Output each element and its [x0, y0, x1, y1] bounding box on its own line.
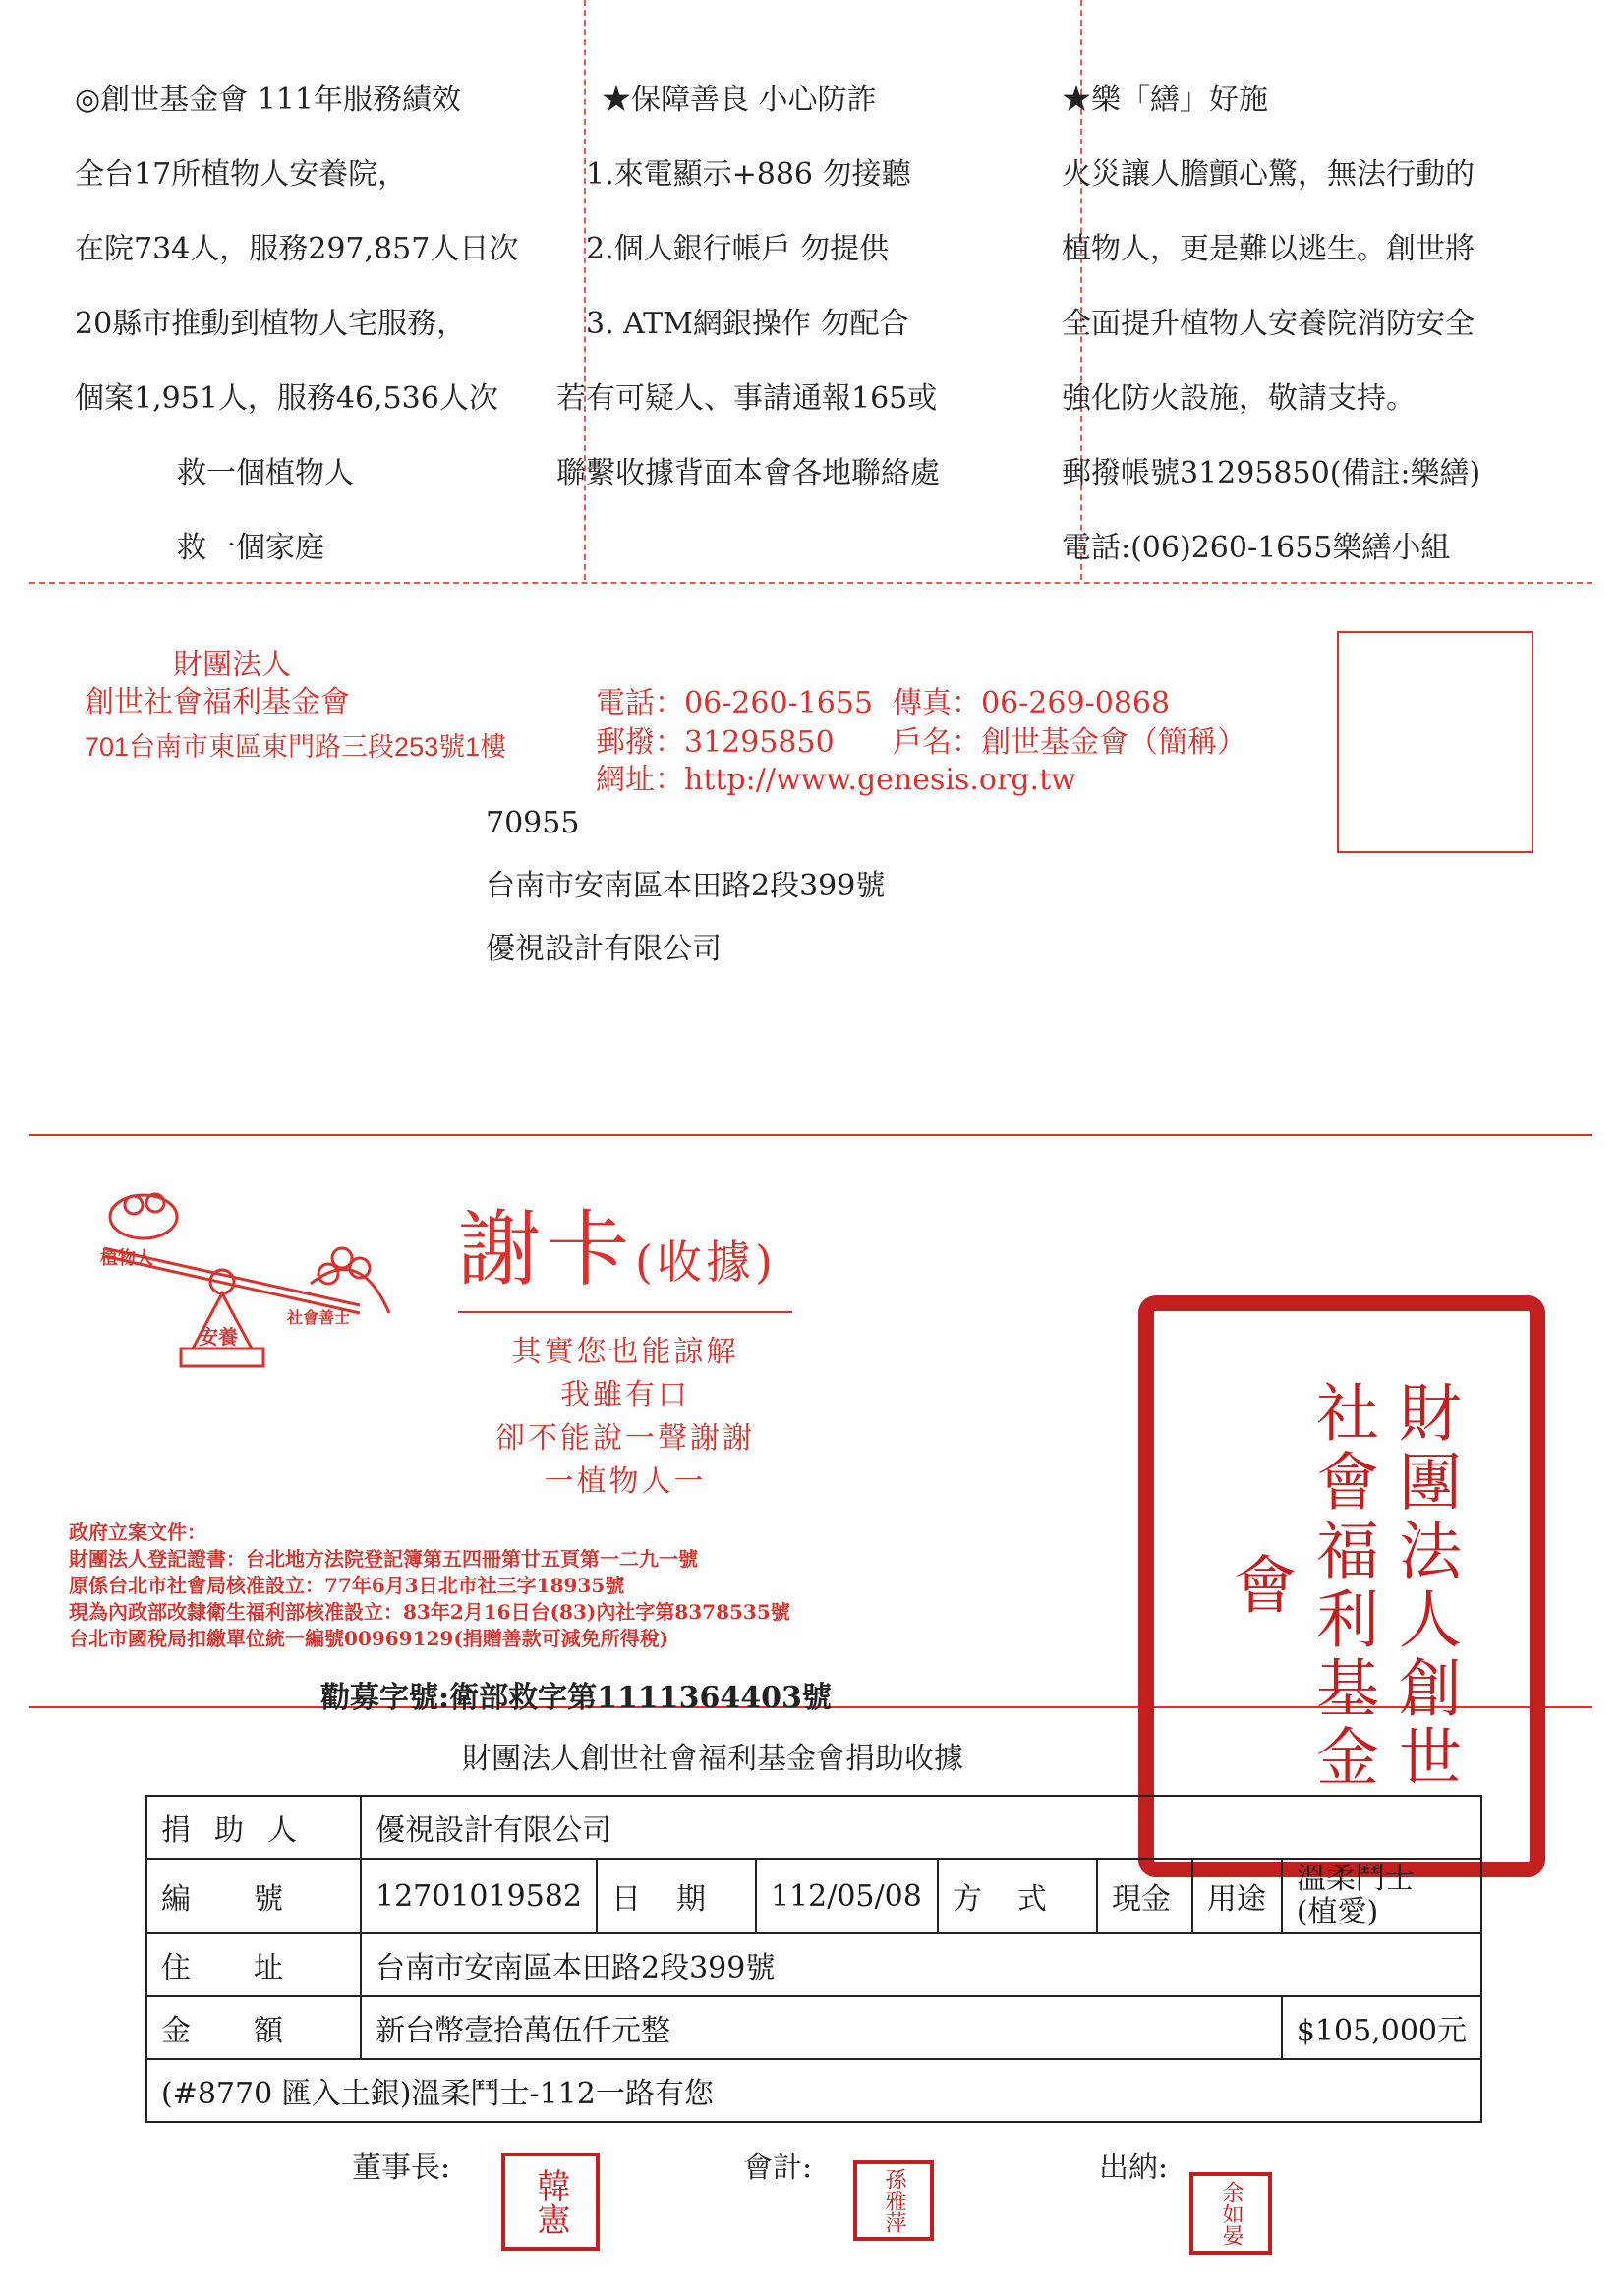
- fire-safety-line: 火災讓人膽顫心驚，無法行動的: [1062, 157, 1475, 192]
- seesaw-logo-icon: [65, 1176, 409, 1372]
- slogan-line: 救一個家庭: [177, 531, 324, 565]
- recipient-name: 優視設計有限公司: [486, 932, 722, 966]
- chairman-seal: [501, 2152, 600, 2251]
- chairman-seal-text: 韓憲: [531, 2168, 570, 2235]
- remittance-note: (#8770 匯入土銀)溫柔鬥士-112一路有您: [146, 2059, 1481, 2122]
- contact-tel: 電話：06-260-1655: [596, 686, 874, 720]
- registration-line: 現為內政部改隸衛生福利部核准設立：83年2月16日台(83)內社字第8378535號: [69, 1600, 790, 1624]
- accountant-seal-text: 孫雅萍: [882, 2168, 906, 2233]
- title-underline: [458, 1311, 792, 1313]
- fire-safety-title: ★樂「繕」好施: [1062, 83, 1268, 117]
- stats-line: 全台17所植物人安養院，: [75, 157, 408, 192]
- fire-safety-line: 郵撥帳號31295850(備註:樂繕): [1062, 456, 1481, 490]
- address-value: 台南市安南區本田路2段399號: [361, 1933, 1481, 1996]
- accountant-seal: [853, 2160, 934, 2241]
- chairman-label: 董事長:: [352, 2151, 451, 2185]
- donor-value: 優視設計有限公司: [361, 1796, 1481, 1859]
- receipt-subtitle: (收據): [635, 1235, 777, 1289]
- cashier-seal-text: 余如晏: [1219, 2181, 1244, 2246]
- purpose-line: 溫柔鬥士: [1296, 1862, 1415, 1896]
- recipient-address: 台南市安南區本田路2段399號: [486, 869, 886, 903]
- recipient-address-block: [486, 792, 885, 981]
- table-row: [146, 1796, 1481, 1859]
- registration-info: [69, 1520, 790, 1652]
- method-label: 方式: [938, 1859, 1097, 1933]
- cashier-seal: [1189, 2172, 1272, 2255]
- anti-fraud-note: 若有可疑人、事請通報165或: [556, 381, 938, 416]
- stats-line: 20縣市推動到植物人宅服務，: [75, 307, 467, 341]
- receipt-title: 財團法人創世社會福利基金會捐助收據: [462, 1742, 963, 1776]
- amount-in-words: 新台幣壹拾萬伍仟元整: [361, 1996, 1282, 2059]
- table-row: [146, 2059, 1481, 2122]
- contact-web: 網址：http://www.genesis.org.tw: [596, 763, 1076, 797]
- poem-line: 一植物人一: [544, 1464, 707, 1499]
- anti-fraud-item: 2.個人銀行帳戶 勿提供: [586, 232, 890, 266]
- accountant-label: 會計:: [743, 2151, 813, 2185]
- logo-label-care: 安養: [199, 1327, 238, 1349]
- registration-line: 台北市國稅局扣繳單位統一編號00969129(捐贈善款可減免所得稅): [69, 1627, 669, 1650]
- receipt-table: [145, 1795, 1482, 2123]
- slogan-line: 救一個植物人: [177, 456, 354, 490]
- stats-heading: ◎創世基金會 111年服務績效: [75, 83, 461, 117]
- contact-fax: 傳真：06-269-0868: [893, 686, 1171, 720]
- card-separator: [29, 1134, 1592, 1136]
- thank-you-card-title: 謝卡: [458, 1201, 636, 1297]
- logo-label-patient: 植物人: [100, 1248, 153, 1268]
- amount-label: 金額: [146, 1996, 361, 2059]
- postage-stamp-box: [1337, 631, 1533, 853]
- fire-safety-column: [1062, 63, 1480, 586]
- purpose-line: (植愛): [1296, 1895, 1379, 1929]
- purpose-value: [1282, 1859, 1481, 1933]
- foundation-seal: [1138, 1295, 1545, 1877]
- service-stats-column: [75, 63, 518, 586]
- number-value: 12701019582: [361, 1859, 597, 1933]
- fire-safety-line: 電話:(06)260-1655樂繕小組: [1062, 531, 1451, 565]
- poem-line: 卻不能說一聲謝謝: [495, 1421, 755, 1456]
- cashier-label: 出納:: [1099, 2151, 1169, 2185]
- anti-fraud-item: 3. ATM網銀操作 勿配合: [586, 307, 909, 341]
- table-row: [146, 1933, 1481, 1996]
- address-label: 住址: [146, 1933, 361, 1996]
- registration-line: 財團法人登記證書：台北地方法院登記簿第五四冊第廿五頁第一二九一號: [69, 1547, 698, 1571]
- fire-safety-line: 全面提升植物人安養院消防安全: [1062, 307, 1475, 341]
- fundraising-permit: 勸募字號:衛部救字第1111364403號: [320, 1681, 832, 1715]
- donor-label: 捐助人: [146, 1796, 361, 1859]
- poem-line: 其實您也能諒解: [511, 1335, 739, 1369]
- registration-line: 原係台北市社會局核准設立：77年6月3日北市社三字18935號: [69, 1574, 625, 1597]
- foundation-seal-text: 財團法人創世社會福利基金會: [1223, 1380, 1461, 1793]
- contact-postal: 郵撥：31295850: [596, 725, 835, 760]
- stats-line: 在院734人，服務297,857人日次: [75, 232, 519, 266]
- recipient-zip: 70955: [486, 806, 580, 840]
- fire-safety-line: 植物人，更是難以逃生。創世將: [1062, 232, 1475, 266]
- amount-value: $105,000元: [1282, 1996, 1481, 2059]
- fire-safety-line: 強化防火設施，敬請支持。: [1062, 381, 1416, 416]
- stats-line: 個案1,951人，服務46,536人次: [75, 381, 498, 416]
- registration-line: 政府立案文件：: [69, 1521, 206, 1544]
- anti-fraud-column: [556, 63, 940, 511]
- purpose-label: 用途: [1192, 1859, 1282, 1933]
- table-row: [146, 1996, 1481, 2059]
- sender-org-line2: 創世社會福利基金會: [85, 686, 350, 718]
- number-label: 編號: [146, 1859, 361, 1933]
- method-value: 現金: [1097, 1859, 1192, 1933]
- sender-org-line1: 財團法人: [173, 649, 291, 681]
- poem-line: 我雖有口: [560, 1378, 690, 1412]
- anti-fraud-title: ★保障善良 小心防詐: [602, 83, 877, 117]
- table-row: [146, 1859, 1481, 1933]
- sender-address: 701台南市東區東門路三段253號1樓: [85, 732, 507, 762]
- card-title: [458, 1183, 777, 1302]
- anti-fraud-note: 聯繫收據背面本會各地聯絡處: [556, 456, 940, 490]
- anti-fraud-item: 1.來電顯示+886 勿接聽: [586, 157, 911, 192]
- date-label: 日期: [597, 1859, 756, 1933]
- poem: [448, 1331, 802, 1504]
- logo-label-donor: 社會善士: [287, 1310, 351, 1327]
- contact-account: 戶名：創世基金會（簡稱）: [893, 725, 1246, 760]
- date-value: 112/05/08: [756, 1859, 938, 1933]
